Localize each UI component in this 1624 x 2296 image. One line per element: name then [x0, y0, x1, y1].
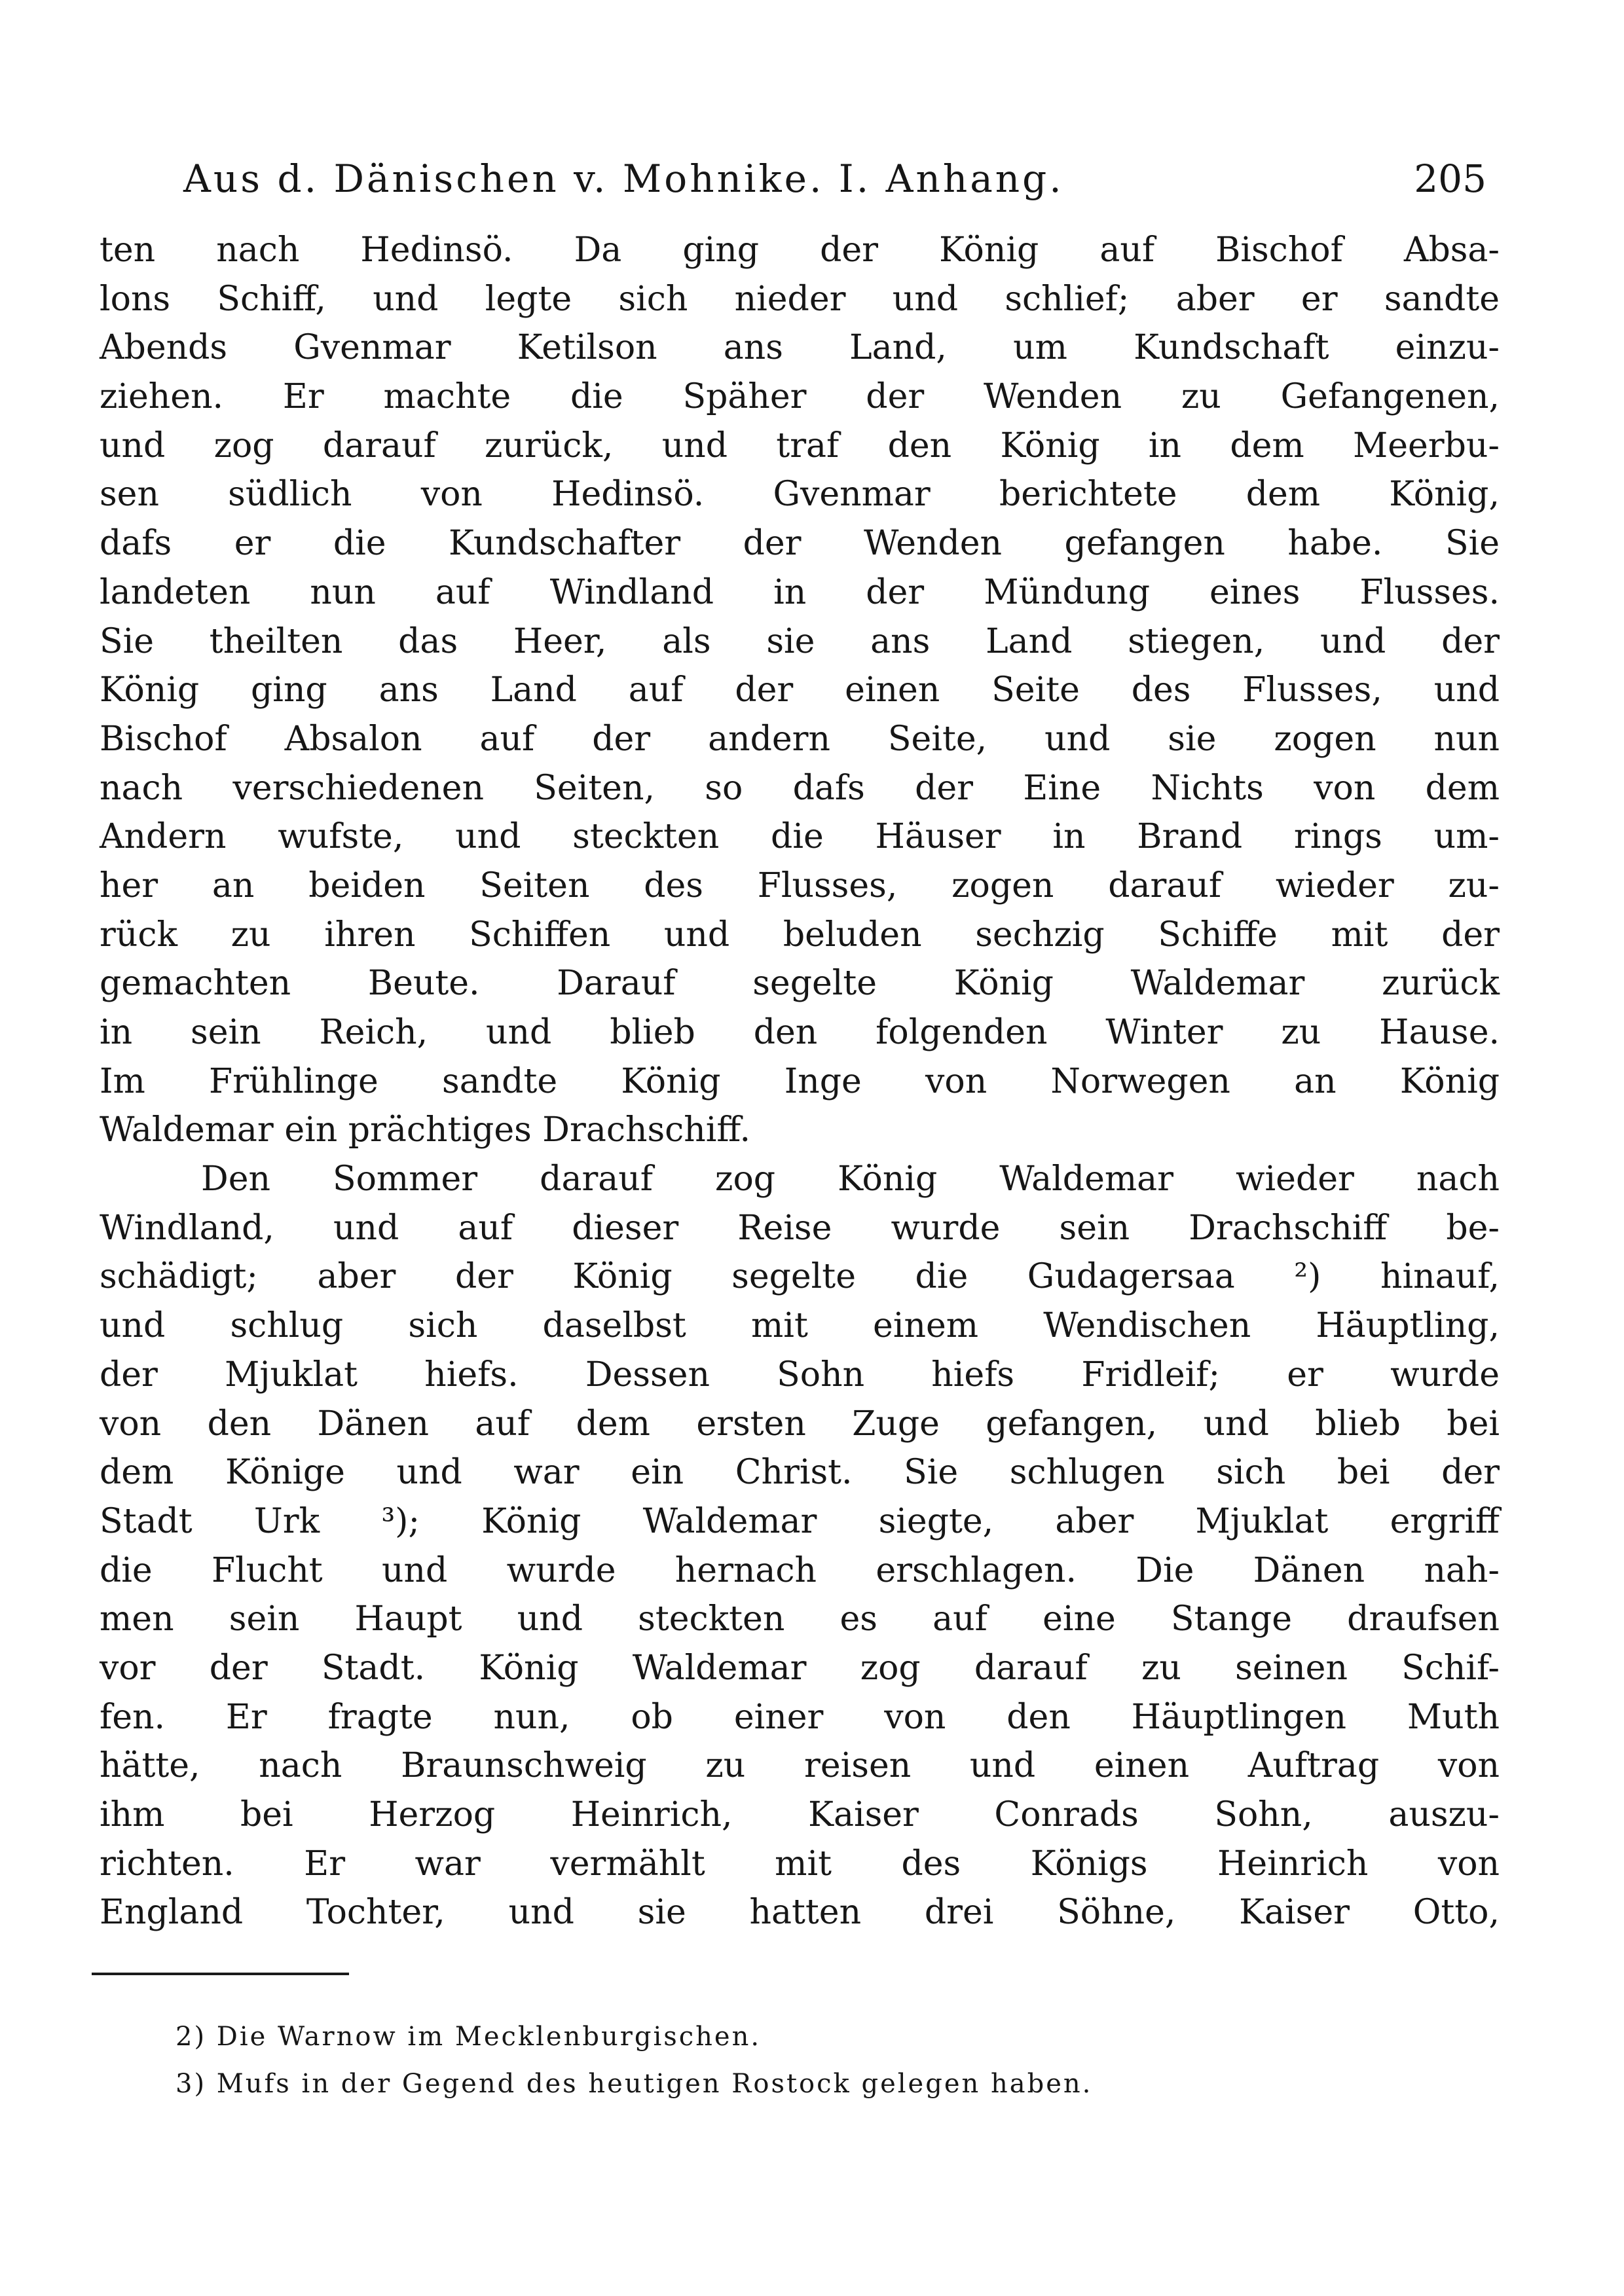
text-line: richten. Er war vermählt mit des Königs Heinrich von	[100, 1844, 1500, 1884]
text-line: Waldemar ein prächtiges Drachschiff.	[100, 1110, 751, 1150]
text-line: Windland, und auf dieser Reise wurde sein Drachschiff be-	[100, 1208, 1500, 1248]
text-line: dem Könige und war ein Christ. Sie schlugen sich bei der	[100, 1453, 1500, 1493]
text-line: rück zu ihren Schiffen und beluden sechzig Schiffe mit der	[100, 915, 1500, 955]
text-line: England Tochter, und sie hatten drei Söhne, Kaiser Otto,	[100, 1893, 1500, 1933]
text-line: fen. Er fragte nun, ob einer von den Häuptlingen Muth	[100, 1697, 1500, 1737]
text-line: gemachten Beute. Darauf segelte König Waldemar zurück	[100, 964, 1500, 1004]
page-header	[183, 149, 1486, 208]
footnote: 3) Mufs in der Gegend des heutigen Rostock gelegen haben.	[175, 2069, 1093, 2099]
page-number: 205	[1414, 156, 1486, 201]
text-line: hätte, nach Braunschweig zu reisen und einen Auftrag von	[100, 1746, 1500, 1786]
running-title: Aus d. Dänischen v. Mohnike. I. Anhang.	[183, 156, 1064, 201]
text-line: die Flucht und wurde hernach erschlagen. Die Dänen nah-	[100, 1550, 1500, 1590]
text-line: ihm bei Herzog Heinrich, Kaiser Conrads Sohn, auszu-	[100, 1795, 1500, 1834]
body-text	[100, 226, 1500, 1937]
text-line: ten nach Hedinsö. Da ging der König auf Bischof Absa-	[100, 230, 1500, 270]
text-line: König ging ans Land auf der einen Seite des Flusses, und	[100, 670, 1500, 710]
text-line: und zog darauf zurück, und traf den König in dem Meerbu-	[100, 426, 1500, 465]
text-line: in sein Reich, und blieb den folgenden Winter zu Hause.	[100, 1013, 1500, 1052]
footnote-divider	[92, 1973, 349, 1975]
text-line: nach verschiedenen Seiten, so dafs der Eine Nichts von dem	[100, 768, 1500, 808]
footnotes	[175, 2013, 1092, 2107]
text-line: Abends Gvenmar Ketilson ans Land, um Kundschaft einzu-	[100, 328, 1500, 368]
text-line: Andern wufste, und steckten die Häuser in Brand rings um-	[100, 817, 1500, 857]
text-line: von den Dänen auf dem ersten Zuge gefangen, und blieb bei	[100, 1404, 1500, 1444]
text-line: men sein Haupt und steckten es auf eine Stange draufsen	[100, 1599, 1500, 1639]
footnote: 2) Die Warnow im Mecklenburgischen.	[175, 2022, 762, 2052]
text-line: vor der Stadt. König Waldemar zog darauf zu seinen Schif-	[100, 1648, 1500, 1688]
text-line: der Mjuklat hiefs. Dessen Sohn hiefs Fridleif; er wurde	[100, 1355, 1500, 1394]
text-line: ziehen. Er machte die Späher der Wenden zu Gefangenen,	[100, 377, 1500, 417]
text-line: schädigt; aber der König segelte die Gudagersaa ²) hinauf,	[100, 1257, 1500, 1297]
text-line: sen südlich von Hedinsö. Gvenmar berichtete dem König,	[100, 475, 1500, 515]
text-line: und schlug sich daselbst mit einem Wendischen Häuptling,	[100, 1306, 1500, 1346]
text-line: Sie theilten das Heer, als sie ans Land stiegen, und der	[100, 621, 1500, 661]
text-line: Stadt Urk ³); König Waldemar siegte, aber Mjuklat ergriff	[100, 1501, 1500, 1541]
text-line: Im Frühlinge sandte König Inge von Norwegen an König	[100, 1061, 1500, 1101]
text-line: dafs er die Kundschafter der Wenden gefangen habe. Sie	[100, 524, 1500, 564]
text-line: lons Schiff, und legte sich nieder und schlief; aber er sandte	[100, 279, 1500, 319]
text-line: Bischof Absalon auf der andern Seite, und sie zogen nun	[100, 719, 1500, 759]
text-line: landeten nun auf Windland in der Mündung eines Flusses.	[100, 572, 1500, 612]
text-line: her an beiden Seiten des Flusses, zogen darauf wieder zu-	[100, 866, 1500, 905]
text-line: Den Sommer darauf zog König Waldemar wieder nach	[201, 1159, 1500, 1199]
